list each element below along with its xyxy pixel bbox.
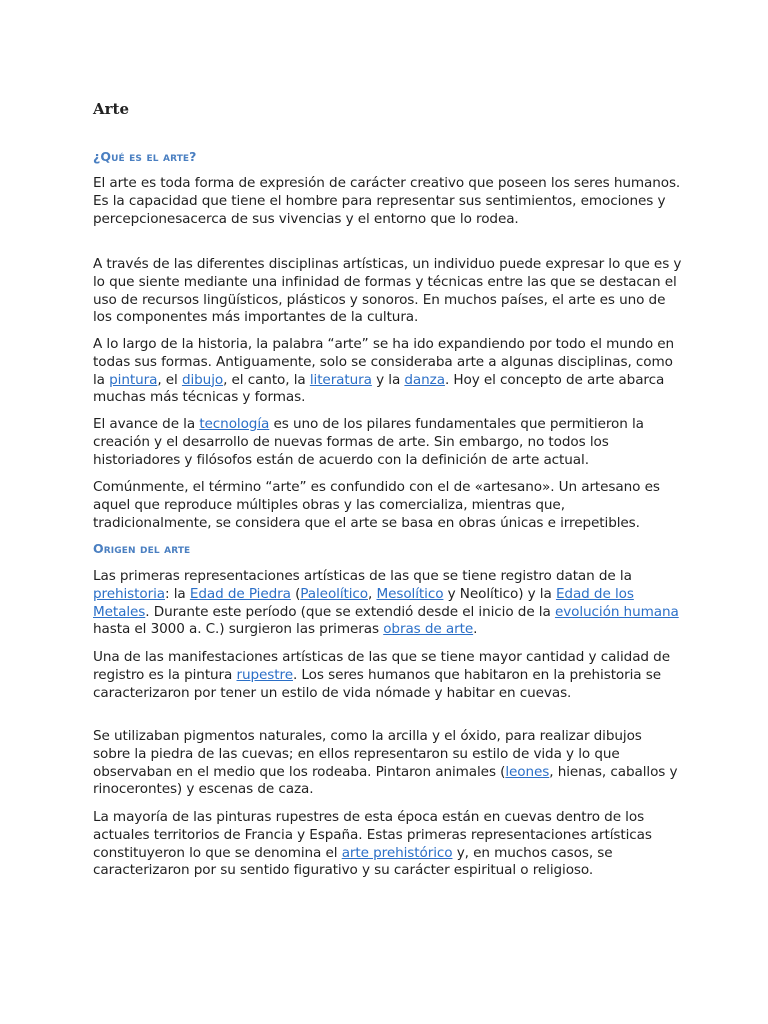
paragraph-text: Las primeras representaciones artísticas de las que se tiene registro datan de la [93, 568, 632, 584]
paragraph-text: es uno de los pilares fundamentales que permitieron la creación y el desarrollo de nuevas formas de arte. Sin embargo, no todos los historiadores y filósofos están de acuerdo con la definición de arte actual. [93, 416, 644, 468]
paragraph-text: , hienas, caballos y rinocerontes) y escenas de caza. [93, 763, 678, 798]
paragraph-text: : la [165, 585, 190, 602]
paragraph-text: ( [290, 585, 301, 602]
paragraph-text: . Los seres humanos que habitaron en la prehistoria se caracterizaron por tener un estilo de vida nómade y habitar en cuevas. [93, 666, 662, 701]
paragraph [93, 809, 683, 880]
paragraph-text: . Durante este período (que se extendió desde el inicio de la [145, 603, 555, 620]
paragraph-text: El arte es toda forma de expresión de carácter creativo que poseen los seres humanos. Es la capacidad que tiene el hombre para representar sus sentimientos, emociones y percepcionesacerca de sus vivencias y el entorno que lo rodea. [93, 175, 681, 227]
paragraph-text: Comúnmente, el término “arte” es confundido con el de «artesano». Un artesano es aquel que reproduce múltiples obras y las comercializa, mientras que, tradicionalmente, se considera que el arte se basa en obras únicas e irrepetibles. [93, 479, 660, 531]
hyperlink[interactable]: danza [404, 371, 445, 388]
paragraph [93, 336, 683, 407]
paragraph-text: . [473, 621, 478, 638]
paragraph-text: A lo largo de la historia, la palabra “arte” se ha ido expandiendo por todo el mundo en todas sus formas. Antiguamente, solo se consideraba arte a algunas disciplinas, como la [93, 336, 675, 388]
hyperlink[interactable]: dibujo [181, 371, 224, 388]
paragraph-text: , el canto, la [223, 371, 310, 388]
paragraph [93, 256, 683, 327]
paragraph-text: A través de las diferentes disciplinas artísticas, un individuo puede expresar lo que es y lo que siente mediante una infinidad de formas y técnicas entre las que se destacan el uso de recursos lingüísticos, plásticos y sonoros. En muchos países, el arte es uno de los componentes más importantes de la cultura. [93, 256, 682, 326]
paragraph-text: , [368, 585, 377, 602]
paragraph [93, 649, 683, 702]
hyperlink[interactable]: Paleolítico [300, 585, 369, 602]
hyperlink[interactable]: Edad de Piedra [189, 585, 291, 602]
hyperlink[interactable]: arte prehistórico [341, 844, 453, 861]
paragraph-text: hasta el 3000 a. C.) surgieron las primeras [93, 621, 384, 638]
paragraph-text: y Neolítico) y la [443, 585, 556, 602]
hyperlink[interactable]: obras de arte [383, 621, 474, 638]
paragraph-text: Una de las manifestaciones artísticas de las que se tiene mayor cantidad y calidad de registro es la pintura [93, 649, 670, 683]
hyperlink[interactable]: pintura [109, 371, 158, 388]
paragraph [93, 728, 683, 799]
paragraph-text: . Hoy el concepto de arte abarca muchas más técnicas y formas. [93, 371, 665, 406]
section-heading-origen-del-arte: Origen del arte [93, 541, 191, 556]
paragraph-text: y, en muchos casos, se caracterizaron por su sentido figurativo y su carácter espiritual o religioso. [93, 844, 613, 879]
hyperlink[interactable]: literatura [309, 371, 372, 388]
paragraph [93, 416, 683, 469]
hyperlink[interactable]: prehistoria [93, 585, 165, 602]
document-title: Arte [93, 100, 130, 118]
hyperlink[interactable]: evolución humana [554, 603, 679, 620]
hyperlink[interactable]: leones [505, 763, 550, 780]
hyperlink[interactable]: Edad de los Metales [93, 585, 634, 620]
hyperlink[interactable]: tecnología [199, 416, 270, 432]
section-heading-que-es-el-arte: ¿Qué es el arte? [93, 149, 197, 164]
paragraph [93, 568, 683, 639]
paragraph [93, 479, 683, 532]
hyperlink[interactable]: rupestre [236, 666, 293, 683]
hyperlink[interactable]: Mesolítico [376, 585, 444, 602]
paragraph-text: y la [371, 371, 405, 388]
paragraph-text: La mayoría de las pinturas rupestres de esta época están en cuevas dentro de los actuales territorios de Francia y España. Estas primeras representaciones artísticas constituyeron lo que se denomina el [93, 809, 652, 861]
paragraph-text: Se utilizaban pigmentos naturales, como la arcilla y el óxido, para realizar dibujos sobre la piedra de las cuevas; en ellos representaron su estilo de vida y lo que observaban en el medio que los rodeaba. Pintaron animales ( [93, 728, 642, 780]
paragraph [93, 175, 683, 228]
paragraph-text: , el [157, 371, 182, 388]
paragraph-text: El avance de la [93, 416, 200, 432]
